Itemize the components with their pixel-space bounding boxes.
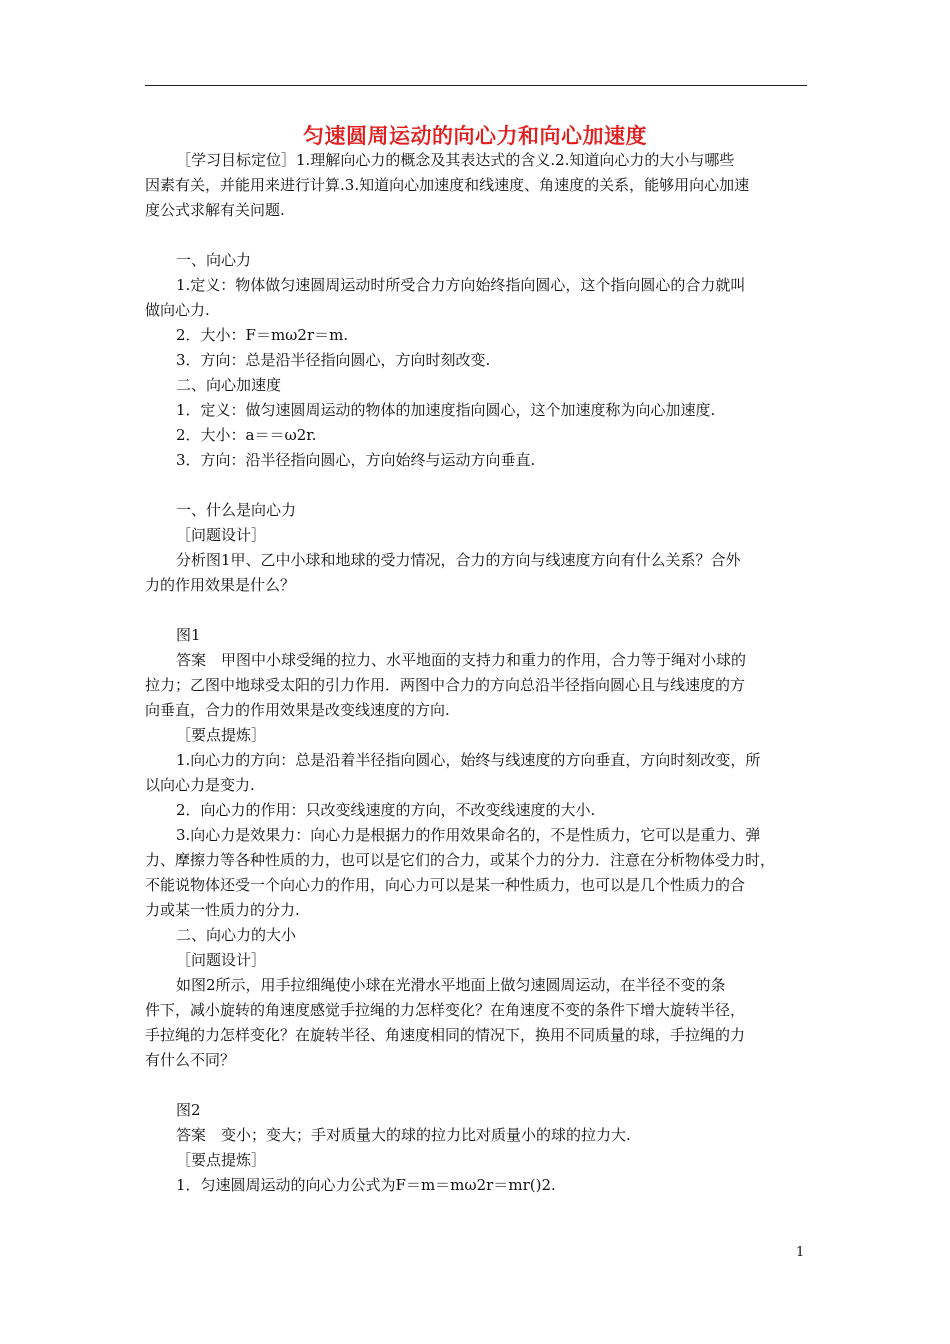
section-heading: 一、向心力 [176,251,252,269]
paragraph-line: 3．方向：总是沿半径指向圆心，方向时刻改变. [176,351,491,369]
answer-line: 答案 变小；变大；手对质量大的球的拉力比对质量小的球的拉力大. [176,1126,631,1144]
paragraph-line: 力或某一性质力的分力. [145,901,300,919]
paragraph-line: 1．匀速圆周运动的向心力公式为F＝m＝mω2r＝mr()2. [176,1176,556,1194]
paragraph-line: 力的作用效果是什么？ [145,576,296,594]
paragraph-line: 以向心力是变力. [145,776,255,794]
paragraph-line: 3．方向：沿半径指向圆心，方向始终与运动方向垂直. [176,451,536,469]
paragraph-line: 手拉绳的力怎样变化？在旋转半径、角速度相同的情况下，换用不同质量的球，手拉绳的力 [145,1026,746,1044]
answer-line: 答案 甲图中小球受绳的拉力、水平地面的支持力和重力的作用，合力等于绳对小球的 [176,651,747,669]
paragraph-line: 件下，减小旋转的角速度感觉手拉绳的力怎样变化？在角速度不变的条件下增大旋转半径， [145,1001,746,1019]
header-rule [145,85,807,86]
answer-line: 向垂直，合力的作用效果是改变线速度的方向. [145,701,450,719]
section-heading: 二、向心加速度 [176,376,282,394]
paragraph-line: 1.定义：物体做匀速圆周运动时所受合力方向始终指向圆心，这个指向圆心的合力就叫 [176,276,746,294]
paragraph-line: 2．向心力的作用：只改变线速度的方向，不改变线速度的大小. [176,801,596,819]
paragraph-line: 2．大小：a＝＝ω2r. [176,426,317,444]
figure-caption: 图2 [176,1101,201,1119]
section-heading: 二、向心力的大小 [176,926,297,944]
figure-caption: 图1 [176,626,201,644]
paragraph-line: 力、摩擦力等各种性质的力，也可以是它们的合力，或某个力的分力．注意在分析物体受力时， [145,851,776,869]
paragraph-line: 如图2所示，用手拉细绳使小球在光滑水平地面上做匀速圆周运动，在半径不变的条 [176,976,726,994]
paragraph-line: 有什么不同？ [145,1051,236,1069]
key-points-label: ［要点提炼］ [176,726,267,744]
paragraph-line: 1.向心力的方向：总是沿着半径指向圆心，始终与线速度的方向垂直，方向时刻改变，所 [176,751,761,769]
section-heading: 一、什么是向心力 [176,501,297,519]
answer-line: 拉力；乙图中地球受太阳的引力作用．两图中合力的方向总沿半径指向圆心且与线速度的方 [145,676,746,694]
paragraph-line: 3.向心力是效果力：向心力是根据力的作用效果命名的，不是性质力，它可以是重力、弹 [176,826,761,844]
question-design-label: ［问题设计］ [176,951,267,969]
objectives-line-2: 因素有关，并能用来进行计算.3.知道向心加速度和线速度、角速度的关系，能够用向心加速 [145,176,750,194]
paragraph-line: 2．大小：F＝mω2r＝m. [176,326,349,344]
question-design-label: ［问题设计］ [176,526,267,544]
key-points-label: ［要点提炼］ [176,1151,267,1169]
objectives-line-1: ［学习目标定位］1.理解向心力的概念及其表达式的含义.2.知道向心力的大小与哪些 [176,151,735,169]
objectives-line-3: 度公式求解有关问题. [145,201,285,219]
paragraph-line: 分析图1甲、乙中小球和地球的受力情况，合力的方向与线速度方向有什么关系？合外 [176,551,741,569]
paragraph-line: 不能说物体还受一个向心力的作用，向心力可以是某一种性质力，也可以是几个性质力的合 [145,876,746,894]
paragraph-line: 1．定义：做匀速圆周运动的物体的加速度指向圆心，这个加速度称为向心加速度. [176,401,716,419]
paragraph-line: 做向心力. [145,301,210,319]
page-number: 1 [796,1245,805,1260]
document-title: 匀速圆周运动的向心力和向心加速度 [303,123,647,148]
